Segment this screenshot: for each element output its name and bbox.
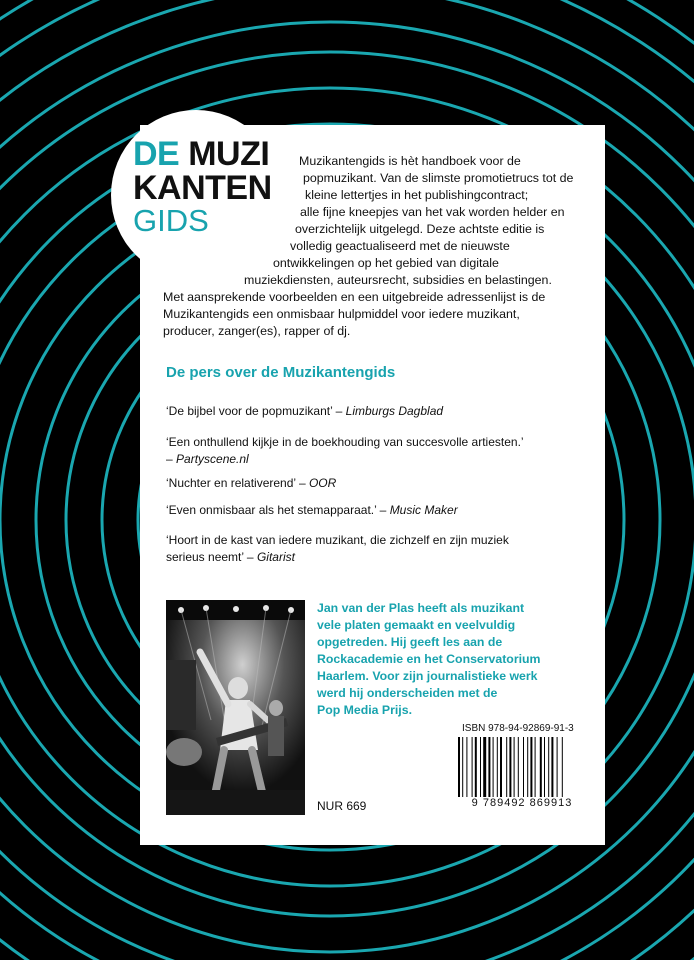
quote-4-text: ‘Even onmisbaar als het stemapparaat.’ – — [166, 503, 390, 517]
quote-1 — [166, 403, 443, 420]
quote-2-source: Partyscene.nl — [176, 452, 249, 466]
barcode-bar — [462, 737, 463, 797]
quote-5-text: ‘Hoort in de kast van iedere muzikant, die zichzelf en zijn muziek — [166, 533, 509, 547]
quote-3-text: ‘Nuchter en relativerend’ – — [166, 476, 309, 490]
quote-4 — [166, 502, 458, 519]
quote-3-source: OOR — [308, 476, 337, 490]
barcode-bar — [544, 737, 545, 797]
intro-line-8: muziekdiensten, auteursrecht, subsidies en belastingen. — [244, 273, 552, 287]
bio-line-1: Jan van der Plas heeft als muzikant — [317, 601, 525, 615]
barcode-bar — [548, 737, 549, 797]
barcode-bar — [497, 737, 498, 797]
bio-line-2: vele platen gemaakt en veelvuldig — [317, 618, 516, 632]
barcode-bar — [472, 737, 473, 797]
barcode-bar — [488, 737, 490, 797]
quote-2-text: ‘Een onthullend kijkje in de boekhouding van succesvolle artiesten.’ — [166, 435, 524, 449]
intro-line-10: Muzikantengids een onmisbaar hulpmiddel voor iedere muzikant, — [163, 307, 520, 321]
barcode-number: 9 789492 869913 — [471, 797, 573, 809]
intro-line-6: volledig geactualiseerd met de nieuwste — [290, 239, 510, 253]
quote-3 — [166, 475, 336, 492]
quote-4-source: Music Maker — [389, 503, 458, 517]
quote-5-source: Gitarist — [256, 550, 295, 564]
barcode-bar — [530, 737, 532, 797]
barcode-bar — [557, 737, 558, 797]
barcode-bar — [500, 737, 502, 797]
barcode-bar — [518, 737, 519, 797]
intro-line-7: ontwikkelingen op het gebied van digitale — [273, 256, 499, 270]
barcode-bar — [466, 737, 467, 797]
logo-gids: GIDS — [133, 203, 209, 238]
intro-line-1: Muzikantengids is hèt handboek voor de — [299, 154, 521, 168]
intro-line-9: Met aansprekende voorbeelden en een uitgebreide adressenlijst is de — [163, 290, 546, 304]
quote-2-text2: – — [166, 452, 177, 466]
nur-code: NUR 669 — [317, 799, 367, 813]
barcode-bar — [458, 737, 460, 797]
barcode-bar — [535, 737, 536, 797]
logo-muzi: MUZI — [188, 135, 270, 173]
bio-line-3: opgetreden. Hij geeft les aan de — [317, 635, 503, 649]
bio-line-5: Haarlem. Voor zijn journalistieke werk — [317, 669, 538, 683]
barcode-bar — [506, 737, 507, 797]
barcode-bar — [483, 737, 486, 797]
intro-line-5: overzichtelijk uitgelegd. Deze achtste editie is — [295, 222, 545, 236]
barcode-bar — [493, 737, 494, 797]
quote-1-text: ‘De bijbel voor de popmuzikant’ – — [166, 404, 346, 418]
logo-kanten: KANTEN — [133, 169, 272, 207]
bio-line-4: Rockacademie en het Conservatorium — [317, 652, 541, 666]
barcode-bar — [540, 737, 542, 797]
bio-line-6: werd hij onderscheiden met de — [317, 686, 498, 700]
barcode-bar — [527, 737, 528, 797]
press-heading: De pers over de Muzikantengids — [166, 364, 396, 381]
author-bio — [317, 600, 597, 719]
barcode-bar — [551, 737, 553, 797]
logo-de: DE — [133, 135, 180, 173]
barcode-bar — [480, 737, 481, 797]
barcode-bar — [523, 737, 524, 797]
quote-5-text2: serieus neemt’ – — [166, 550, 257, 564]
bio-line-7: Pop Media Prijs. — [317, 703, 412, 717]
intro-line-3: kleine lettertjes in het publishingcontract; — [305, 188, 529, 202]
isbn-barcode — [456, 737, 588, 797]
author-concert-photo — [166, 600, 305, 815]
intro-line-2: popmuzikant. Van de slimste promotietrucs tot de — [303, 171, 574, 185]
quote-1-source: Limburgs Dagblad — [345, 404, 444, 418]
muzikantengids-logo — [111, 110, 281, 280]
isbn-label: ISBN 978-94-92869-91-3 — [462, 723, 574, 734]
quote-5 — [166, 532, 509, 566]
intro-line-11: producer, zanger(es), rapper of dj. — [163, 324, 351, 338]
barcode-bar — [475, 737, 477, 797]
barcode-bar — [514, 737, 515, 797]
barcode-bar — [509, 737, 511, 797]
barcode-bar — [562, 737, 563, 797]
quote-2 — [166, 434, 524, 468]
intro-line-4: alle fijne kneepjes van het vak worden helder en — [300, 205, 565, 219]
